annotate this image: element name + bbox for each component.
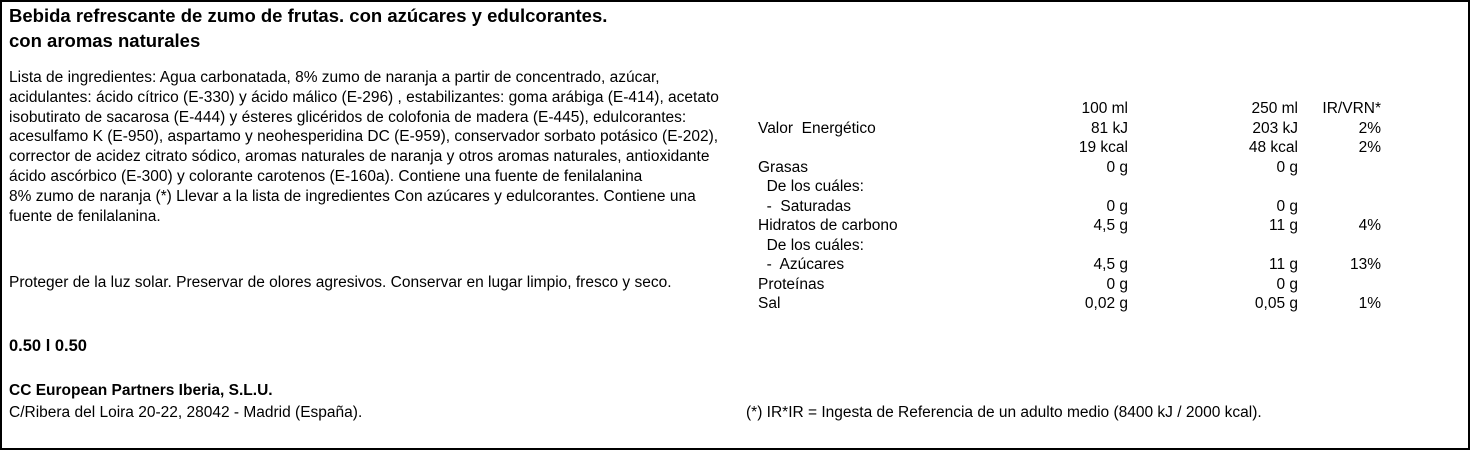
value-100ml: 0 g [1106, 158, 1128, 176]
header-per-250ml: 250 ml [1251, 100, 1298, 117]
value-250ml: 11 g [1268, 256, 1298, 273]
nutrition-row [758, 255, 1398, 275]
value-100ml: 4,5 g [1093, 256, 1128, 273]
header-ir-vrn: IR/VRN* [1322, 100, 1381, 117]
value-ir: 2% [1358, 139, 1381, 156]
nutrition-row [758, 177, 1398, 197]
value-250ml: 203 kJ [1252, 119, 1298, 137]
nutrition-row [758, 275, 1398, 295]
nutrient-name: Sal [758, 295, 781, 312]
nutrition-table [758, 99, 1398, 333]
company-name: CC European Partners Iberia, S.L.U. [9, 382, 273, 399]
value-100ml: 0,02 g [1084, 295, 1128, 312]
value-250ml: 0 g [1276, 275, 1298, 293]
net-quantity: 0.50 l 0.50 [9, 337, 87, 355]
value-250ml: 0,05 g [1254, 295, 1298, 312]
nutrient-name: - Saturadas [758, 197, 852, 215]
nutrition-row [758, 294, 1398, 314]
value-250ml: 0 g [1276, 158, 1298, 176]
value-100ml: 0 g [1106, 275, 1128, 293]
nutrient-name: De los cuáles: [758, 178, 864, 195]
value-100ml: 81 kJ [1090, 119, 1128, 137]
nutrition-header-row [758, 99, 1398, 119]
nutrition-row [758, 216, 1398, 236]
value-250ml: 0 g [1276, 197, 1298, 215]
nutrition-footnote: (*) IR*IR = Ingesta de Referencia de un adulto medio (8400 kJ / 2000 kcal). [746, 404, 1262, 421]
nutrient-name: Valor Energético [758, 119, 876, 137]
value-250ml: 11 g [1268, 217, 1298, 234]
nutrient-name: - Azúcares [758, 256, 845, 273]
value-250ml: 48 kcal [1248, 139, 1298, 156]
storage-instructions: Proteger de la luz solar. Preservar de olores agresivos. Conservar en lugar limpio, fresco y seco. [9, 274, 672, 291]
ingredients-note: 8% zumo de naranja (*) Llevar a la lista de ingredientes Con azúcares y edulcorantes. Contiene una fuente de fenilalanina. [9, 187, 696, 225]
nutrient-name: Grasas [758, 158, 808, 176]
nutrition-row [758, 158, 1398, 178]
ingredients-text: Lista de ingredientes: Agua carbonatada, 8% zumo de naranja a partir de concentrado, azúcar, acidulantes: ácido cítrico (E-330) y ácido málico (E-296) , estabilizantes: goma arábiga (E-414), acetato isobutirato de sacarosa (E-444) y ésteres glicéridos de colofonia de madera (E-445), edulcorantes: acesulfamo K (E-950), aspartamo y neohesperidina DC (E-959), conservador sorbato potásico (E-202), corrector de acidez citrato sódico, aromas naturales de naranja y otros aromas naturales, antioxidante ácido ascórbico (E-300) y colorante carotenos (E-160a). Contiene una fuente de fenilalanina [9, 69, 719, 185]
value-ir: 1% [1358, 295, 1381, 312]
company-address: C/Ribera del Loira 20-22, 28042 - Madrid (España). [9, 404, 363, 421]
nutrition-row [758, 119, 1398, 139]
title-line-2: con aromas naturales [9, 30, 201, 51]
nutrition-row [758, 197, 1398, 217]
value-ir: 13% [1349, 256, 1381, 273]
value-100ml: 4,5 g [1093, 217, 1128, 234]
nutrition-row [758, 314, 1398, 334]
product-title [9, 3, 769, 53]
header-per-100ml: 100 ml [1081, 100, 1128, 117]
nutrient-name: Proteínas [758, 275, 825, 293]
value-ir: 4% [1358, 217, 1381, 234]
nutrient-name: Hidratos de carbono [758, 217, 898, 234]
nutrition-row [758, 236, 1398, 256]
title-line-1: Bebida refrescante de zumo de frutas. con azúcares y edulcorantes. [9, 5, 608, 26]
value-100ml: 19 kcal [1078, 139, 1128, 156]
nutrition-row [758, 138, 1398, 158]
ingredients-section [9, 68, 739, 226]
value-ir: 2% [1358, 119, 1381, 137]
value-100ml: 0 g [1106, 197, 1128, 215]
nutrient-name: De los cuáles: [758, 236, 864, 254]
